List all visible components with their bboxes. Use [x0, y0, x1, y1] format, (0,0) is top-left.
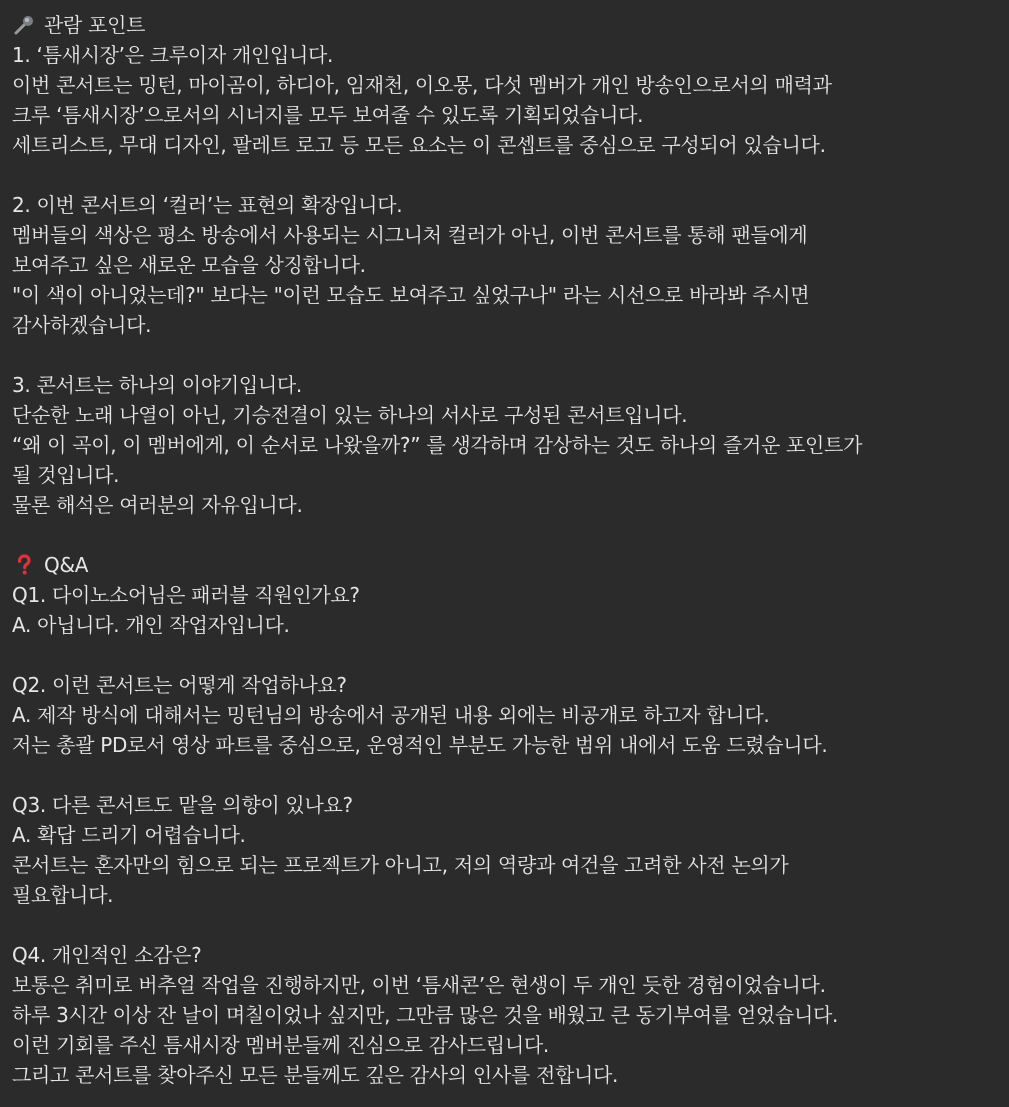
answer-3-line: A. 확답 드리기 어렵습니다.	[12, 823, 246, 847]
point-1-title: 1. ‘틈새시장’은 크루이자 개인입니다.	[12, 43, 334, 67]
qna-heading-text: Q&A	[44, 553, 89, 577]
microphone-icon	[12, 13, 36, 37]
point-1-line: 이번 콘서트는 밍턴, 마이곰이, 하디아, 임재천, 이오몽, 다섯 멤버가 개인 방송인으로서의 매력과	[12, 73, 832, 97]
answer-4-line: 그리고 콘서트를 찾아주신 모든 분들께도 깊은 감사의 인사를 전합니다.	[12, 1063, 619, 1087]
answer-2-line: 저는 총괄 PD로서 영상 파트를 중심으로, 운영적인 부분도 가능한 범위 내에서 도움 드렸습니다.	[12, 733, 828, 757]
answer-2-line: A. 제작 방식에 대해서는 밍턴님의 방송에서 공개된 내용 외에는 비공개로 하고자 합니다.	[12, 703, 770, 727]
point-3-line: 물론 해석은 여러분의 자유입니다.	[12, 493, 303, 517]
answer-4-line: 보통은 취미로 버추얼 작업을 진행하지만, 이번 ‘틈새콘’은 현생이 두 개인 듯한 경험이었습니다.	[12, 973, 826, 997]
answer-1-line: A. 아닙니다. 개인 작업자입니다.	[12, 613, 290, 637]
spacer	[12, 520, 1002, 550]
spacer	[12, 160, 1002, 190]
viewing-points-heading-text: 관람 포인트	[44, 13, 146, 37]
point-3-line: 단순한 노래 나열이 아닌, 기승전결이 있는 하나의 서사로 구성된 콘서트입니다.	[12, 403, 688, 427]
qna-heading	[12, 550, 1002, 580]
answer-3-line: 콘서트는 혼자만의 힘으로 되는 프로젝트가 아니고, 저의 역량과 여건을 고려한 사전 논의가	[12, 853, 789, 877]
spacer	[12, 340, 1002, 370]
point-3-title: 3. 콘서트는 하나의 이야기입니다.	[12, 373, 302, 397]
point-2-line: 보여주고 싶은 새로운 모습을 상징합니다.	[12, 253, 366, 277]
answer-4-line: 하루 3시간 이상 잔 날이 며칠이었나 싶지만, 그만큼 많은 것을 배웠고 큰 동기부여를 얻었습니다.	[12, 1003, 839, 1027]
spacer	[12, 910, 1002, 940]
question-mark-icon	[12, 553, 36, 577]
question-4: Q4. 개인적인 소감은?	[12, 943, 202, 967]
question-1: Q1. 다이노소어님은 패러블 직원인가요?	[12, 583, 360, 607]
point-2-line: 감사하겠습니다.	[12, 313, 152, 337]
point-2-line: "이 색이 아니었는데?" 보다는 "이런 모습도 보여주고 싶었구나" 라는 시선으로 바라봐 주시면	[12, 283, 810, 307]
viewing-points-heading	[12, 10, 1002, 40]
answer-4-line: 이런 기회를 주신 틈새시장 멤버분들께 진심으로 감사드립니다.	[12, 1033, 549, 1057]
point-1-line: 세트리스트, 무대 디자인, 팔레트 로고 등 모든 요소는 이 콘셉트를 중심으로 구성되어 있습니다.	[12, 133, 826, 157]
question-2: Q2. 이런 콘서트는 어떻게 작업하나요?	[12, 673, 347, 697]
spacer	[12, 760, 1002, 790]
answer-3-line: 필요합니다.	[12, 883, 114, 907]
point-2-line: 멤버들의 색상은 평소 방송에서 사용되는 시그니처 컬러가 아닌, 이번 콘서트를 통해 팬들에게	[12, 223, 808, 247]
document-body	[12, 10, 1002, 1090]
spacer	[12, 640, 1002, 670]
point-3-line: 될 것입니다.	[12, 463, 120, 487]
point-1-line: 크루 ‘틈새시장’으로서의 시너지를 모두 보여줄 수 있도록 기획되었습니다.	[12, 103, 644, 127]
point-2-title: 2. 이번 콘서트의 ‘컬러’는 표현의 확장입니다.	[12, 193, 403, 217]
question-3: Q3. 다른 콘서트도 맡을 의향이 있나요?	[12, 793, 353, 817]
point-3-line: “왜 이 곡이, 이 멤버에게, 이 순서로 나왔을까?” 를 생각하며 감상하는 것도 하나의 즐거운 포인트가	[12, 433, 863, 457]
